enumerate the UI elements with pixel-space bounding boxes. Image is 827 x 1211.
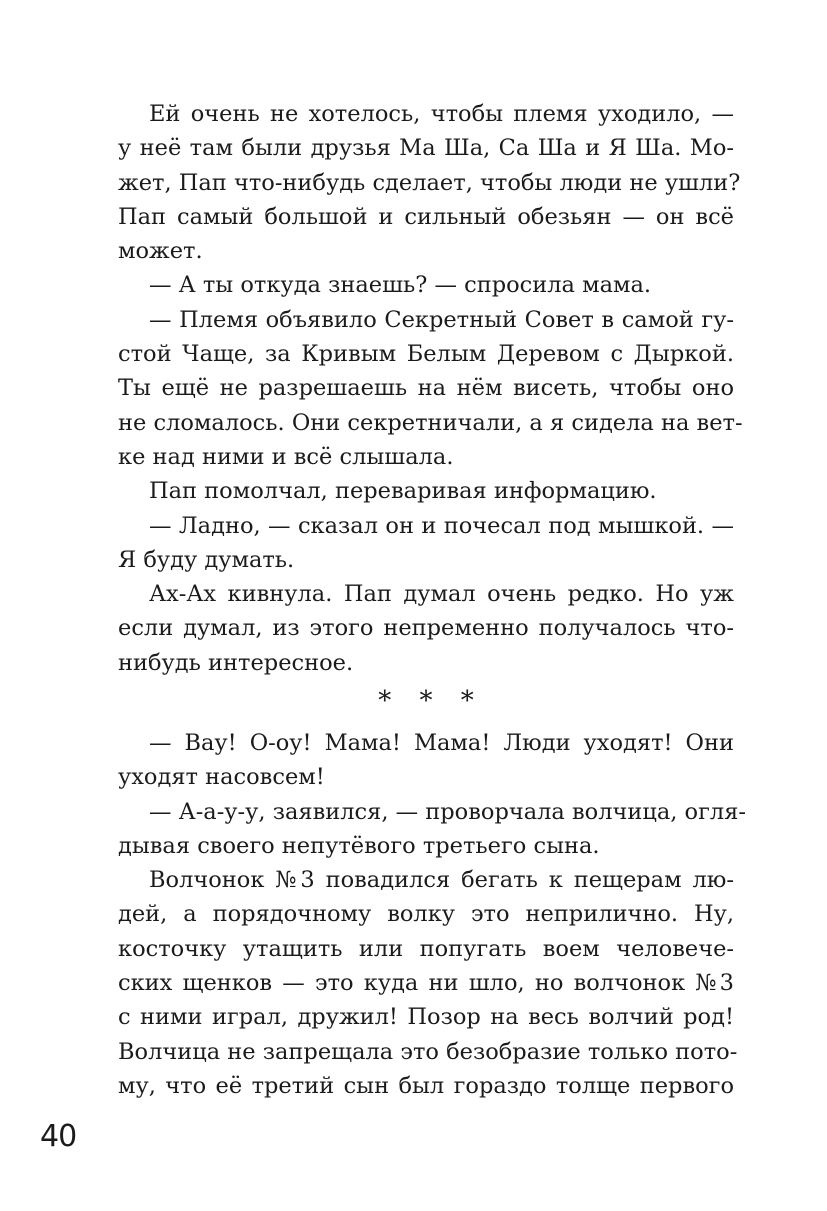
text-line: — А ты откуда знаешь? — спросила мама. bbox=[149, 272, 652, 299]
text-block-part-2 bbox=[118, 726, 746, 1103]
text-line: стой Чаще, за Кривым Белым Деревом с Дыркой. bbox=[118, 341, 734, 368]
text-line: нибудь интересное. bbox=[118, 649, 354, 676]
text-line: может. bbox=[118, 238, 203, 265]
text-line: — Ладно, — сказал он и почесал под мышкой. — bbox=[149, 512, 734, 539]
text-line: у неё там были друзья Ма Ша, Са Ша и Я Ша. Мо- bbox=[118, 135, 734, 162]
text-line: ских щенков — это куда ни шло, но волчонок №3 bbox=[118, 970, 734, 997]
text-line: с ними играл, дружил! Позор на весь волчий род! bbox=[118, 1004, 734, 1031]
page-number: 40 bbox=[40, 1119, 77, 1154]
text-line: жет, Пап что-нибудь сделает, чтобы люди не ушли? bbox=[118, 169, 741, 196]
text-line: Я буду думать. bbox=[118, 546, 295, 573]
text-line: ке над ними и всё слышала. bbox=[118, 443, 454, 470]
text-line: уходят насовсем! bbox=[118, 764, 325, 791]
text-line: му, что её третий сын был гораздо толще первого bbox=[118, 1072, 734, 1099]
text-line: не сломалось. Они секретничали, а я сидела на вет- bbox=[118, 409, 743, 436]
section-break-asterisks: * * * bbox=[378, 686, 484, 716]
text-line: — Племя объявило Секретный Совет в самой гу- bbox=[149, 306, 734, 333]
text-line: Волчонок №3 повадился бегать к пещерам лю- bbox=[149, 867, 734, 894]
text-line: косточку утащить или попугать воем человече- bbox=[118, 935, 734, 962]
text-line: Ах-Ах кивнула. Пап думал очень редко. Но уж bbox=[149, 581, 734, 608]
text-line: дей, а порядочному волку это неприлично. Ну, bbox=[118, 901, 734, 928]
text-line: Ей очень не хотелось, чтобы племя уходило, — bbox=[149, 101, 734, 127]
text-line: — Вау! О-оу! Мама! Мама! Люди уходят! Они bbox=[149, 730, 734, 756]
text-line: дывая своего непутёвого третьего сына. bbox=[118, 832, 600, 859]
text-block-part-1 bbox=[118, 97, 743, 680]
text-line: Пап помолчал, переваривая информацию. bbox=[149, 478, 657, 505]
text-line: — А-а-у-у, заявился, — проворчала волчица, огля- bbox=[149, 798, 746, 825]
text-line: Пап самый большой и сильный обезьян — он всё bbox=[118, 203, 734, 230]
text-line: Волчица не запрещала это безобразие только пото- bbox=[118, 1038, 738, 1065]
text-line: Ты ещё не разрешаешь на нём висеть, чтобы оно bbox=[118, 375, 734, 402]
text-line: если думал, из этого непременно получалось что- bbox=[118, 615, 734, 642]
